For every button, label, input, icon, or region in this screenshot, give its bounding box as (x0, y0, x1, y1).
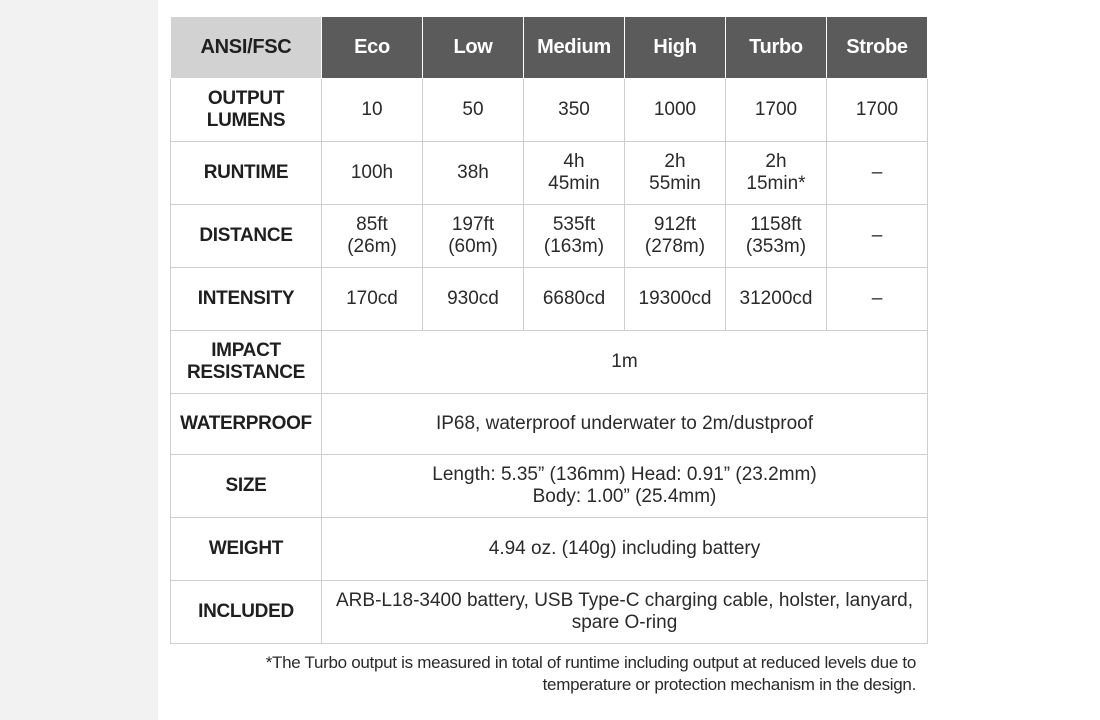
header-mode-turbo: Turbo (726, 17, 827, 79)
row-label-included: INCLUDED (171, 581, 322, 644)
row-output-lumens (171, 79, 928, 142)
weight-value: 4.94 oz. (140g) including battery (322, 518, 928, 581)
distance-high: 912ft (278m) (625, 205, 726, 268)
runtime-high: 2h 55min (625, 142, 726, 205)
runtime-strobe: – (827, 142, 928, 205)
row-weight (171, 518, 928, 581)
output-strobe: 1700 (827, 79, 928, 142)
runtime-medium: 4h 45min (524, 142, 625, 205)
row-label-weight: WEIGHT (171, 518, 322, 581)
header-mode-low: Low (423, 17, 524, 79)
output-low: 50 (423, 79, 524, 142)
turbo-footnote: *The Turbo output is measured in total of runtime including output at reduced levels due to temperature or protection mechanism in the design. (265, 653, 916, 694)
included-value: ARB-L18-3400 battery, USB Type-C charging cable, holster, lanyard, spare O-ring (322, 581, 928, 644)
intensity-eco: 170cd (322, 268, 423, 331)
row-intensity (171, 268, 928, 331)
output-turbo: 1700 (726, 79, 827, 142)
runtime-eco: 100h (322, 142, 423, 205)
distance-strobe: – (827, 205, 928, 268)
row-included (171, 581, 928, 644)
size-value: Length: 5.35” (136mm) Head: 0.91” (23.2mm) Body: 1.00” (25.4mm) (322, 455, 928, 518)
runtime-turbo: 2h 15min* (726, 142, 827, 205)
row-distance (171, 205, 928, 268)
row-waterproof (171, 394, 928, 455)
header-mode-medium: Medium (524, 17, 625, 79)
runtime-low: 38h (423, 142, 524, 205)
header-mode-strobe: Strobe (827, 17, 928, 79)
row-impact-resistance (171, 331, 928, 394)
row-label-impact-resistance: IMPACT RESISTANCE (171, 331, 322, 394)
intensity-medium: 6680cd (524, 268, 625, 331)
header-mode-eco: Eco (322, 17, 423, 79)
distance-turbo: 1158ft (353m) (726, 205, 827, 268)
header-row (171, 17, 928, 79)
impact-resistance-value: 1m (322, 331, 928, 394)
spec-table (170, 16, 928, 644)
row-runtime (171, 142, 928, 205)
left-margin-strip (0, 0, 158, 720)
output-high: 1000 (625, 79, 726, 142)
header-mode-high: High (625, 17, 726, 79)
row-size (171, 455, 928, 518)
row-label-output-lumens: OUTPUT LUMENS (171, 79, 322, 142)
row-label-runtime: RUNTIME (171, 142, 322, 205)
output-medium: 350 (524, 79, 625, 142)
distance-eco: 85ft (26m) (322, 205, 423, 268)
row-label-intensity: INTENSITY (171, 268, 322, 331)
row-label-size: SIZE (171, 455, 322, 518)
intensity-low: 930cd (423, 268, 524, 331)
intensity-high: 19300cd (625, 268, 726, 331)
output-eco: 10 (322, 79, 423, 142)
intensity-strobe: – (827, 268, 928, 331)
row-label-distance: DISTANCE (171, 205, 322, 268)
waterproof-value: IP68, waterproof underwater to 2m/dustproof (322, 394, 928, 455)
distance-medium: 535ft (163m) (524, 205, 625, 268)
row-label-waterproof: WATERPROOF (171, 394, 322, 455)
distance-low: 197ft (60m) (423, 205, 524, 268)
intensity-turbo: 31200cd (726, 268, 827, 331)
header-ansi-fsc: ANSI/FSC (171, 17, 322, 79)
